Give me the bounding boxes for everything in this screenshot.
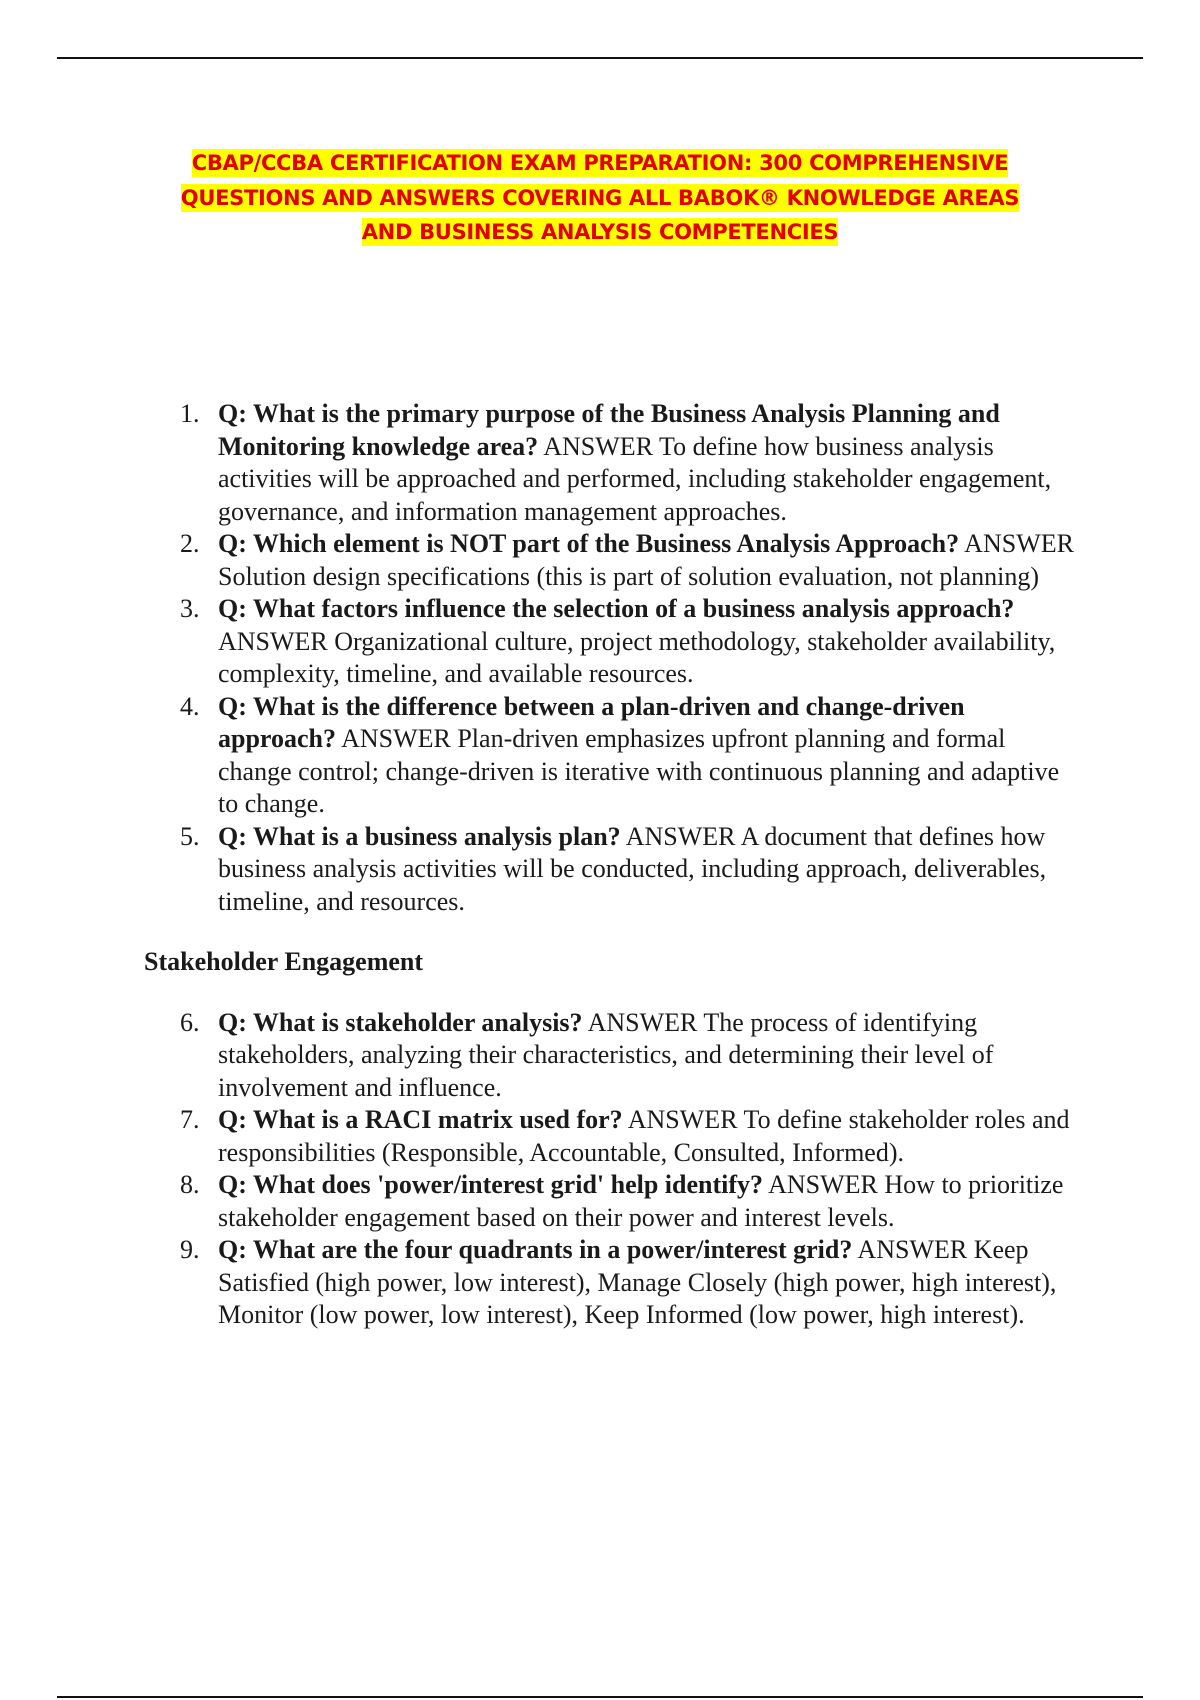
answer-text: ANSWER Plan-driven emphasizes upfront planning and formal change control; change-driven is iterative with continuous planning and adaptive to change. [218, 724, 1060, 818]
item-number: 8. [180, 1170, 200, 1199]
list-item [144, 1234, 1074, 1332]
answer-text: ANSWER A document that defines how business analysis activities will be conducted, including approach, deliverables, timeline, and resources. [218, 821, 1047, 916]
list-item [144, 691, 1074, 821]
list-item [144, 1169, 1074, 1234]
item-number: 6. [180, 1007, 200, 1037]
question-text: Q: What is a RACI matrix used for? [218, 1105, 623, 1134]
title-line-2: QUESTIONS AND ANSWERS COVERING ALL BABOK® KNOWLEDGE AREAS [180, 185, 1020, 210]
list-item [144, 821, 1074, 919]
item-number: 2. [180, 529, 200, 558]
item-number: 1. [180, 399, 200, 428]
answer-text: ANSWER To define how business analysis activities will be approached and performed, including stakeholder engagement, governance, and information management approaches. [218, 431, 1052, 526]
question-text: Q: Which element is NOT part of the Business Analysis Approach? [218, 529, 960, 558]
answer-text: ANSWER How to prioritize stakeholder engagement based on their power and interest levels. [218, 1170, 1064, 1232]
list-item [144, 398, 1074, 528]
section-heading: Stakeholder Engagement [144, 947, 424, 976]
bottom-rule [57, 1696, 1143, 1698]
list-item [144, 528, 1074, 593]
top-rule [57, 57, 1143, 59]
answer-text: ANSWER To define stakeholder roles and responsibilities (Responsible, Accountable, Consulted, Informed). [218, 1105, 1070, 1167]
answer-text: ANSWER The process of identifying stakeholders, analyzing their characteristics, and determining their level of involvement and influence. [218, 1007, 994, 1102]
list-item [144, 593, 1074, 691]
question-text: Q: What is a business analysis plan? [218, 821, 621, 851]
question-text: Q: What does 'power/interest grid' help identify? [218, 1170, 764, 1199]
item-number: 7. [180, 1105, 200, 1134]
item-number: 4. [180, 691, 200, 721]
answer-text: ANSWER Solution design specifications (this is part of solution evaluation, not planning) [218, 529, 1074, 591]
item-number: 9. [180, 1235, 200, 1264]
title-line-3: AND BUSINESS ANALYSIS COMPETENCIES [361, 220, 839, 244]
document-title [100, 146, 1100, 250]
answer-text: ANSWER Organizational culture, project methodology, stakeholder availability, complexity, timeline, and available resources. [218, 626, 1056, 688]
title-line-1: CBAP/CCBA CERTIFICATION EXAM PREPARATION: 300 COMPREHENSIVE [191, 151, 1009, 175]
question-list-planning [144, 398, 1074, 918]
question-text: Q: What is the difference between a plan-driven and change-driven approach? [218, 691, 965, 753]
answer-text: ANSWER Keep Satisfied (high power, low interest), Manage Closely (high power, high interest), Monitor (low power, low interest), Keep Informed (low power, high interest). [218, 1235, 1057, 1329]
question-text: Q: What are the four quadrants in a power/interest grid? [218, 1235, 853, 1264]
question-text: Q: What is the primary purpose of the Business Analysis Planning and Monitoring knowledge area? [218, 399, 1000, 461]
document-body [144, 398, 1074, 1332]
question-list-stakeholder [144, 1007, 1074, 1332]
item-number: 5. [180, 821, 200, 851]
question-text: Q: What is stakeholder analysis? [218, 1007, 583, 1037]
item-number: 3. [180, 594, 200, 623]
question-text: Q: What factors influence the selection of a business analysis approach? [218, 594, 1015, 623]
list-item [144, 1007, 1074, 1105]
list-item [144, 1104, 1074, 1169]
